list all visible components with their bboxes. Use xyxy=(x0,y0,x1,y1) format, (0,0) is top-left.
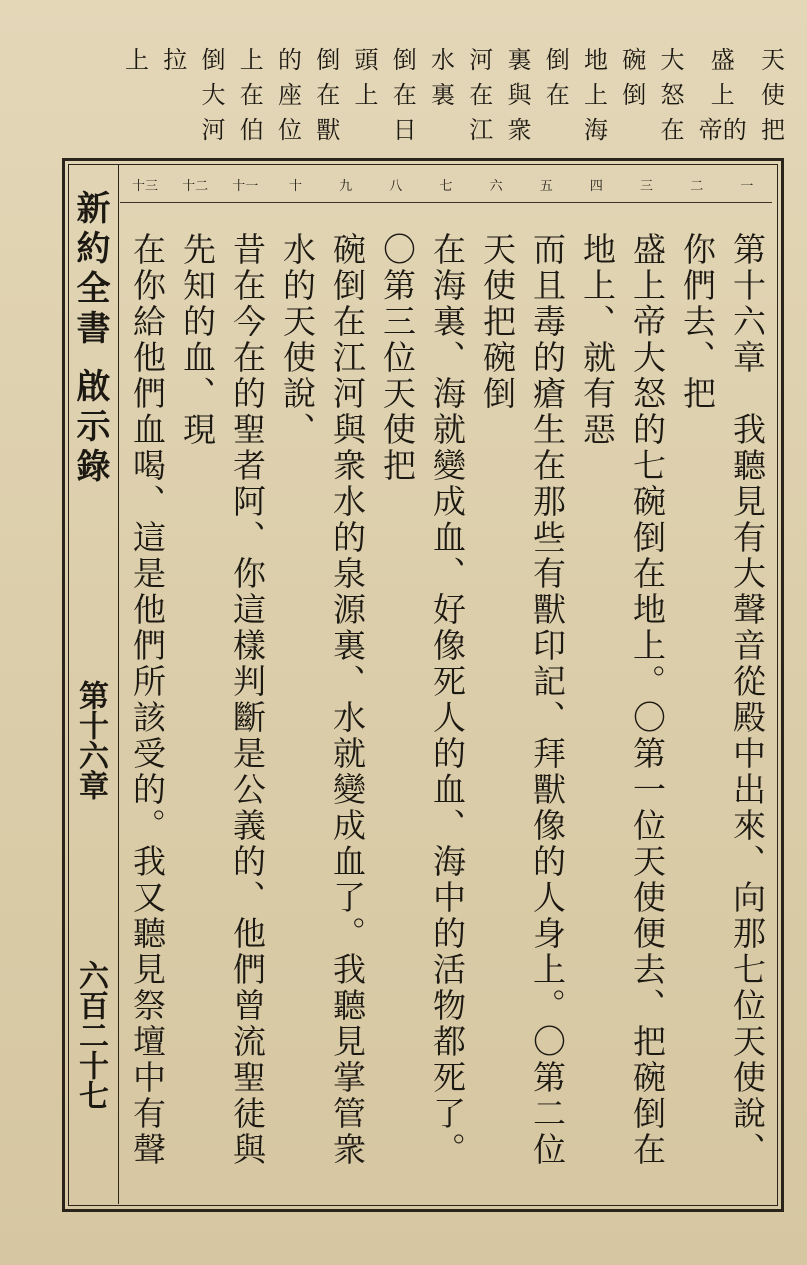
verse-number: 五 xyxy=(539,179,553,194)
header-index-column: 地 上 海 xyxy=(584,46,608,144)
book-title: 新約全書 啟示錄 xyxy=(70,190,110,488)
header-index-column: 拉 xyxy=(163,46,188,74)
verse-number: 十一 xyxy=(232,179,259,194)
header-index-column: 倒 在 日 xyxy=(392,46,417,144)
text-line: 昔在今在的聖者阿、你這樣判斷是公義的、他們曾流聖徒與先知的血、現 xyxy=(178,232,267,1168)
header-index-column: 河 在 江 xyxy=(469,46,494,144)
text-line: 盛上帝大怒的七碗倒在地上。〇第一位天使便去、把碗倒在地上、就有惡 xyxy=(578,232,667,1168)
margin-divider xyxy=(118,164,119,1204)
verse-number: 八 xyxy=(389,179,403,194)
header-index-column: 天 使 把 xyxy=(761,46,785,144)
text-line: 而且毒的瘡生在那些有獸印記、拜獸像的人身上。〇第二位天使把碗倒 xyxy=(478,232,567,1168)
header-index-column: 碗 倒 xyxy=(622,46,647,109)
header-index-column: 上 在 伯 xyxy=(239,46,264,144)
header-index-column: 倒 大 河 xyxy=(201,46,226,144)
verse-number: 七 xyxy=(439,179,453,194)
verse-number: 一 xyxy=(740,179,754,194)
text-line: 第十六章 我聽見有大聲音從殿中出來、向那七位天使說、你們去、把 xyxy=(678,232,767,1168)
verse-number: 十二 xyxy=(182,179,209,194)
header-index-column: 水 裏 xyxy=(431,46,455,109)
verse-number: 九 xyxy=(339,179,353,194)
text-line: 碗倒在江河與衆水的泉源裏、水就變成血了。我聽見掌管衆水的天使說、 xyxy=(278,232,367,1168)
page-number: 六百二十七 xyxy=(73,960,108,1110)
verse-number: 十三 xyxy=(131,179,158,194)
text-line: 在海裏、海就變成血、好像死人的血、海中的活物都死了。〇第三位天使把 xyxy=(378,232,467,1168)
verse-number: 六 xyxy=(489,179,503,194)
text-line: 在你給他們血喝、這是他們所該受的。我又聽見祭壇中有聲 xyxy=(128,232,167,1168)
header-index-column: 倒 在 獸 xyxy=(316,46,341,144)
header-index xyxy=(125,45,785,145)
header-index-column: 裏 與 衆 xyxy=(507,46,532,144)
margin-chapter-label: 第十六章 xyxy=(73,680,108,800)
header-index-column: 盛 上 帝的 xyxy=(698,46,747,144)
header-index-column: 的 座 位 xyxy=(278,46,302,144)
header-index-column: 大 怒 在 xyxy=(660,46,685,144)
header-index-column: 上 xyxy=(125,46,149,74)
verse-number-band xyxy=(120,172,772,203)
header-index-column: 頭 上 xyxy=(354,46,379,109)
verse-number: 十 xyxy=(288,179,302,194)
verse-number: 二 xyxy=(690,179,704,194)
verse-number: 四 xyxy=(589,179,603,194)
verse-number: 三 xyxy=(640,179,654,194)
scripture-text xyxy=(122,232,772,1192)
header-index-column: 倒 在 xyxy=(545,46,570,109)
